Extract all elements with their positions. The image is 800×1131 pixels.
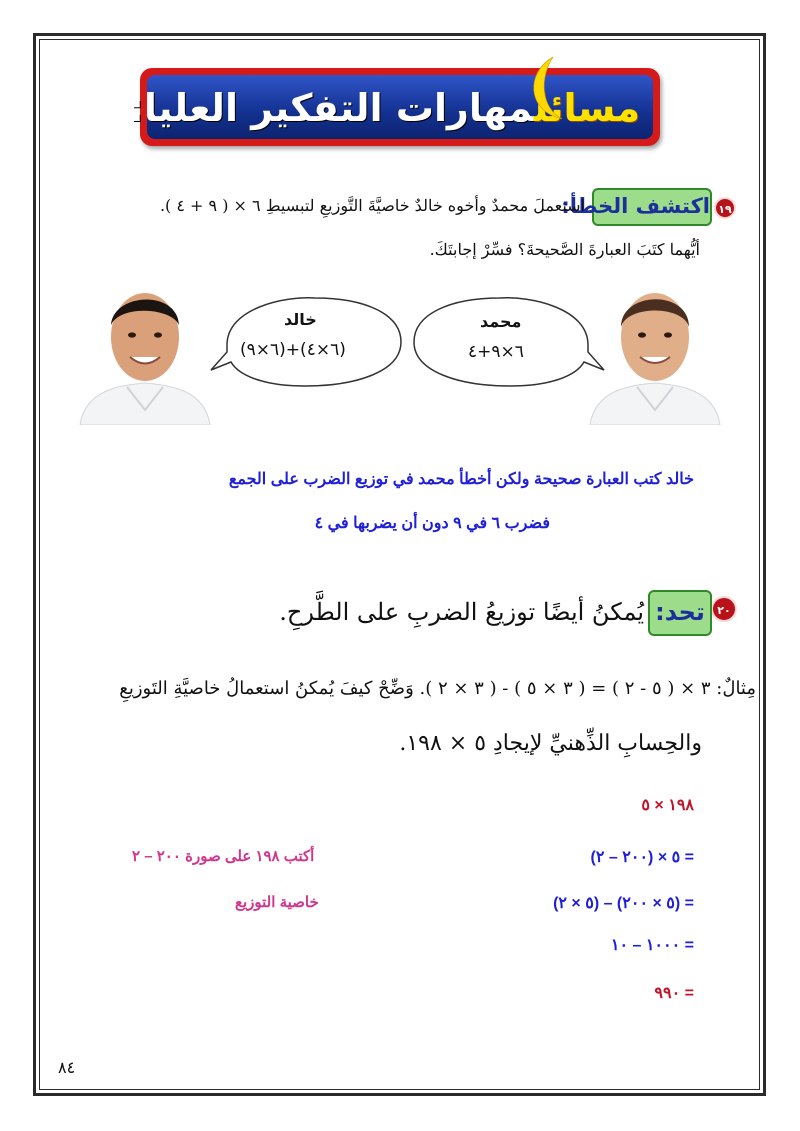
khaled-portrait-image (75, 275, 215, 425)
problem-19-statement: استعملَ محمدٌ وأخوه خالدٌ خاصيَّةَ التَّوزيعِ لتبسيطِ ٦ × ( ٩ + ٤ ). (159, 196, 585, 215)
problem-20-statement: يُمكنُ أيضًا توزيعُ الضربِ على الطَّرحِ. (279, 598, 644, 626)
title-word-rest: مهارات التفكير العليا: (128, 86, 534, 130)
problem-20-tag: تحد: (648, 590, 712, 636)
calc-step-2: = ٥ × (٢٠٠ – ٢) (590, 849, 694, 866)
problem-19-answer-line-1: خالد كتب العبارة صحيحة ولكن أخطأ محمد في توزيع الضرب على الجمع (228, 471, 694, 488)
calc-step-4: = ١٠٠٠ – ١٠ (610, 937, 694, 954)
problem-20-instruction: والحِسابِ الذِّهنيِّ لإيجادِ ٥ × ١٩٨. (399, 731, 702, 756)
calc-note-distributive: خاصية التوزيع (235, 894, 319, 911)
mohammed-portrait-image (585, 275, 725, 425)
calc-note-rewrite: أكتب ١٩٨ على صورة ٢٠٠ – ٢ (132, 848, 315, 865)
problem-20-number: ٢٠ (711, 596, 737, 622)
problem-19-number: ١٩ (714, 197, 736, 219)
khaled-expression: (٦×٩)+(٦×٤) (240, 340, 346, 360)
title-word-masael: مسائل (533, 86, 640, 130)
mohammed-speech-bubble (410, 290, 610, 390)
problem-19-tag: اكتشف الخطأ: (592, 188, 712, 226)
page-number: ٨٤ (58, 1058, 76, 1077)
mohammed-name: محمد (480, 312, 522, 331)
problem-19-question: أيُّهما كتَبَ العبارةَ الصَّحيحةَ؟ فسِّرْ إجابتَكَ. (429, 240, 700, 259)
khaled-name: خالد (284, 310, 317, 329)
calc-step-3: = (٥ × ٢٠٠) – (٥ × ٢) (553, 895, 694, 912)
calc-step-5: = ٩٩٠ (654, 985, 694, 1002)
problem-20-example: مِثالٌ: ٣ × ( ٥ - ٢ ) = ( ٣ × ٥ ) - ( ٣ × ٢ ). وَضِّحْ كيفَ يُمكنُ استعمالُ خاصيَّةِ التَوزيعِ (119, 678, 756, 699)
calc-step-1: ١٩٨ × ٥ (641, 797, 694, 814)
mohammed-expression: ٦×٩+٤ (468, 342, 524, 362)
problem-19-answer-line-2: فضرب ٦ في ٩ دون أن يضربها في ٤ (314, 515, 550, 532)
crescent-moon-icon (520, 44, 610, 154)
